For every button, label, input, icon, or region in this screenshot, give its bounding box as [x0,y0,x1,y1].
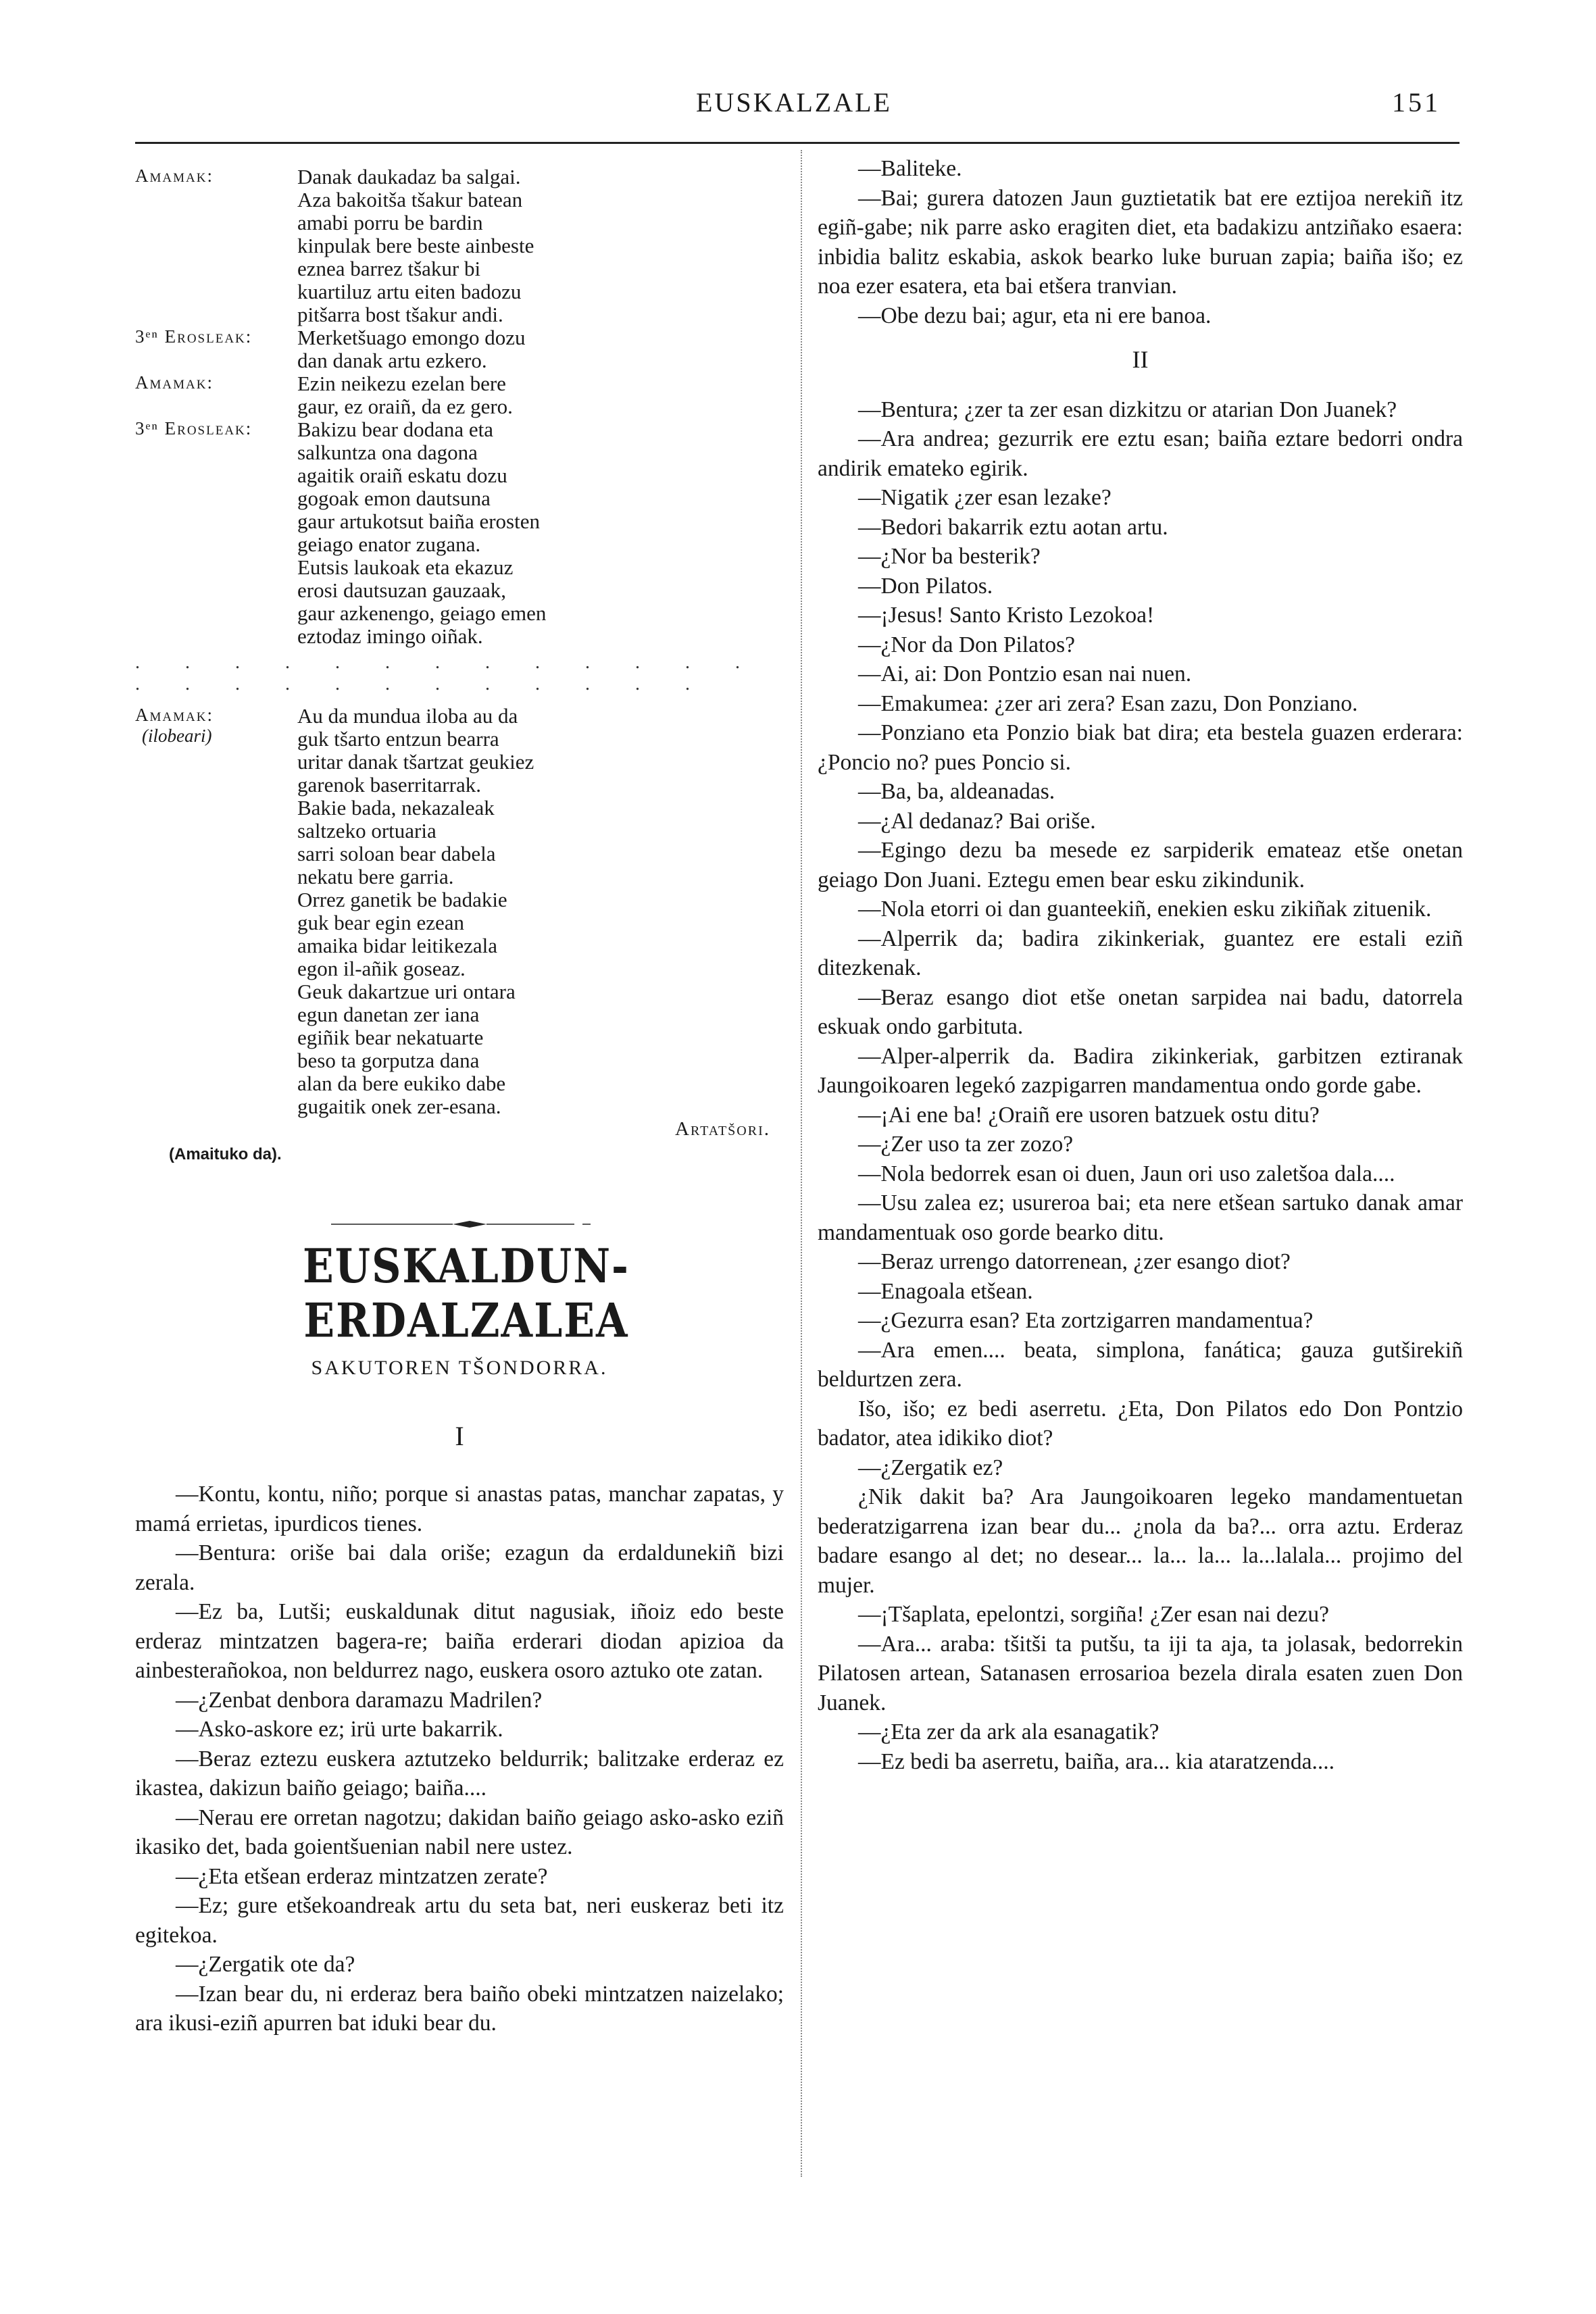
verse-block [135,705,784,1118]
verse-line: salkuntza ona dagona [297,441,478,464]
verse-line: egun danetan zer iana [297,1003,480,1026]
verse-line: gaur azkenengo, geiago emen [297,601,547,625]
paragraph: —Bedori bakarrik eztu aotan artu. [858,514,1168,540]
dotted-separator: . . . . . . . . . . . . . . . . . . . . . . . . . [135,652,760,695]
paragraph: —¿Zergatik ez? [858,1455,1003,1480]
paragraph: —Alper-alperrik da. Badira zikinkeriak, garbitzen eztiranak Jaungoikoaren legekó zazpigarren mandamentua ondo gorde gabe. [818,1043,1463,1098]
paragraph: —Beraz urrengo datorrenean, ¿zer esango diot? [858,1249,1291,1274]
paragraph: —¡Tšaplata, epelontzi, sorgiña! ¿Zer esan nai dezu? [858,1602,1329,1627]
paragraph: Išo, išo; ez bedi aserretu. ¿Eta, Don Pilatos edo Don Pontzio badator, atea idikiko diot? [818,1396,1463,1451]
paragraph: —Ez; gure etšekoandreak artu du seta bat, neri euskeraz beti itz egitekoa. [135,1893,784,1948]
paragraph: —Beraz esango diot etše onetan sarpidea nai badu, datorrela eskuak ondo garbituta. [818,984,1463,1039]
column-divider [801,150,803,2177]
speaker-label: 3ᵉⁿ Erosleak: [135,418,253,438]
paragraph: —¡Ai ene ba! ¿Oraiñ ere usoren batzuek ostu ditu? [858,1102,1320,1128]
verse-line: gaur artukotsut baiña erosten [297,509,540,533]
verse-lines [297,166,784,326]
article-subtitle: SAKUTOREN TŠONDORRA. [311,1357,608,1379]
paragraph: —Obe dezu bai; agur, eta ni ere banoa. [858,303,1212,328]
speaker-label: Amamak: [135,372,214,393]
verse-line: Geuk dakartzue uri ontara [297,980,516,1003]
verse-line: saltzeko ortuaria [297,819,437,842]
verse-block [135,372,784,418]
verse-line: geiago enator zugana. [297,532,481,556]
author-signature: Artatšori. [675,1118,770,1140]
paragraph: —Ba, ba, aldeanadas. [858,779,1055,804]
verse-line: dan danak artu ezkero. [297,349,487,372]
continued-note: (Amaituko da). [169,1145,282,1163]
paragraph: —Ez bedi ba aserretu, baiña, ara... kia ataratzenda.... [858,1749,1335,1774]
paragraph: —¿Eta zer da ark ala esanagatik? [858,1719,1159,1744]
paragraph: —Beraz eztezu euskera aztutzeko beldurrik; balitzake erderaz ez ikastea, dakizun baiño geiago; baiña.... [135,1746,784,1801]
article-title: EUSKALDUN-ERDALZALEA [303,1239,630,1349]
verse-line: gugaitik onek zer-esana. [297,1095,501,1118]
running-header-title: EUSKALZALE [696,87,892,118]
speaker-label: 3ᵉⁿ Erosleak: [135,326,253,347]
paragraph: —Asko-askore ez; irü urte bakarrik. [176,1717,503,1742]
verse-line: Ezin neikezu ezelan bere [297,372,506,395]
paragraph: —Kontu, kontu, niño; porque si anastas patas, manchar zapatas, y mamá errietas, ipurdicos tienes. [135,1482,784,1536]
page-number: 151 [1392,87,1441,118]
paragraph: —Ponziano eta Ponzio biak bat dira; eta bestela guazen erderara: ¿Poncio no? pues Poncio si. [818,720,1463,775]
paragraph: —Usu zalea ez; usureroa bai; eta nere etšean sartuko danak amar mandamentuak oso gorde bearko ditu. [818,1190,1463,1245]
verse-line: Orrez ganetik be badakie [297,888,507,911]
verse-line: Aza bakoitša tšakur batean [297,188,523,211]
verse-line: agaitik oraiñ eskatu dozu [297,463,507,487]
paragraph: —Nigatik ¿zer esan lezake? [858,485,1112,510]
verse-line: amaika bidar leitikezala [297,934,498,957]
verse-line: Bakizu bear dodana eta [297,418,494,441]
paragraph: ¿Nik dakit ba? Ara Jaungoikoaren legeko mandamentuetan bederatzigarrena izan bear du... ¿nola da ba?... orra aztu. Erderaz badare esango al det; no desear... la... la... la...lalala... projimo del mujer. [818,1484,1463,1598]
verse-line: guk tšarto entzun bearra [297,727,499,751]
stage-direction: (ilobeari) [142,726,212,746]
paragraph: —Nola bedorrek esan oi duen, Jaun ori uso zaletšoa dala.... [858,1161,1395,1186]
verse-line: nekatu bere garria. [297,865,454,888]
verse-line: eztodaz imingo oiñak. [297,624,483,648]
speaker-label: Amamak: [135,166,214,186]
left-column-text [135,1480,784,2038]
section-number: II [1132,346,1149,373]
paragraph: —Ara emen.... beata, simplona, fanática; gauza gutširekiñ beldurtzen zera. [818,1337,1463,1392]
verse-dialogue [135,166,784,1165]
verse-line: kinpulak bere beste ainbeste [297,234,534,257]
verse-lines [297,418,784,648]
verse-line: Au da mundua iloba au da [297,704,518,728]
verse-block [135,326,784,372]
right-column-text [818,154,1463,1776]
ornamental-rule [331,1216,601,1232]
verse-block [135,418,784,648]
verse-line: Merketšuago emongo dozu [297,326,526,349]
paragraph: —Egingo dezu ba mesede ez sarpiderik emateaz etše onetan geiago Don Juani. Eztegu emen bear esku zikindunik. [818,838,1463,892]
verse-line: egon il-añik goseaz. [297,957,466,980]
verse-line: gaur, ez oraiñ, da ez gero. [297,395,513,418]
verse-ending [135,1118,784,1165]
verse-lines [297,705,784,1118]
paragraph: —Ara... araba: tšitši ta putšu, ta iji ta aja, ta jolasak, bedorrekin Pilatosen artean, Satanasen errosarioa bezela dirala esaten zuen Don Juanek. [818,1631,1463,1715]
paragraph: —Ez ba, Lutši; euskaldunak ditut nagusiak, iñoiz edo beste erderaz mintzatzen bagera-re; baiña erderari diodan apizioa da ainbesterañokoa, non beldurrez nago, euskera osoro aztuko ote zatan. [135,1599,784,1683]
paragraph: —Alperrik da; badira zikinkeriak, guantez ere estali eziñ ditezkenak. [818,926,1463,980]
paragraph: —¿Al dedanaz? Bai oriše. [858,808,1096,834]
paragraph: —Bentura; ¿zer ta zer esan dizkitzu or atarian Don Juanek? [858,397,1397,422]
verse-lines [297,326,784,372]
paragraph: —Nola etorri oi dan guanteekiñ, enekien esku zikiñak zituenik. [858,897,1432,922]
paragraph: —Nerau ere orretan nagotzu; dakidan baiño geiago asko-asko eziñ ikasiko det, bada goientšuenian nabil nere ustez. [135,1805,784,1859]
section-number: I [455,1421,464,1451]
paragraph: —¿Zergatik ote da? [176,1952,355,1977]
verse-line: beso ta gorputza dana [297,1049,480,1072]
verse-line: gogoak emon dautsuna [297,486,491,510]
verse-line: garenok baserritarrak. [297,773,481,797]
paragraph: —Emakumea: ¿zer ari zera? Esan zazu, Don Ponziano. [858,690,1358,716]
paragraph: —Izan bear du, ni erderaz bera baiño obeki mintzatzen naizelako; ara ikusi-eziñ apurren bat iduki bear du. [135,1981,784,2036]
paragraph: —Ara andrea; gezurrik ere eztu esan; baiña eztare bedorri ondra andirik emateko egirik. [818,426,1463,481]
paragraph: —¿Nor da Don Pilatos? [858,632,1075,657]
verse-block [135,166,784,326]
verse-line: uritar danak tšartzat geukiez [297,750,534,774]
verse-line: Eutsis laukoak eta ekazuz [297,555,514,579]
verse-lines [297,372,784,418]
paragraph: —Don Pilatos. [858,573,993,599]
paragraph: —¿Zenbat denbora daramazu Madrilen? [176,1687,543,1713]
verse-line: Bakie bada, nekazaleak [297,796,495,820]
paragraph: —Bentura: oriše bai dala oriše; ezagun da erdaldunekiñ bizi zerala. [135,1540,784,1595]
verse-line: sarri soloan bear dabela [297,842,496,865]
paragraph: —¿Nor ba besterik? [858,544,1041,569]
paragraph: —¿Eta etšean erderaz mintzatzen zerate? [176,1863,548,1889]
verse-line: eznea barrez tšakur bi [297,257,481,280]
verse-line: pitšarra bost tšakur andi. [297,303,503,326]
verse-line: amabi porru be bardin [297,211,483,234]
verse-line: kuartiluz artu eiten badozu [297,280,522,303]
paragraph: —¿Zer uso ta zer zozo? [858,1132,1074,1157]
paragraph: —Bai; gurera datozen Jaun guztietatik bat ere eztijoa nerekiñ itz egiñ-gabe; nik parre asko eragiten diet, eta badakizu antziñako esaera: inbidia balitz eskabia, askok bearko luke buruan zapia; baiña išo; ez noa ezer esatera, eta bai etšera tranvian. [818,185,1463,299]
verse-line: alan da bere eukiko dabe [297,1072,506,1095]
paragraph: —Baliteke. [858,156,962,181]
speaker-label: Amamak: (ilobeari) [135,705,297,747]
paragraph: —Ai, ai: Don Pontzio esan nai nuen. [858,661,1192,686]
verse-line: guk bear egin ezean [297,911,465,934]
header-rule [135,142,1460,144]
paragraph: —Enagoala etšean. [858,1278,1033,1304]
verse-line: erosi dautsuzan gauzaak, [297,578,507,602]
verse-line: egiñik bear nekatuarte [297,1026,484,1049]
verse-line: Danak daukadaz ba salgai. [297,165,521,188]
paragraph: —¡Jesus! Santo Kristo Lezokoa! [858,603,1155,628]
paragraph: —¿Gezurra esan? Eta zortzigarren mandamentua? [858,1308,1314,1333]
